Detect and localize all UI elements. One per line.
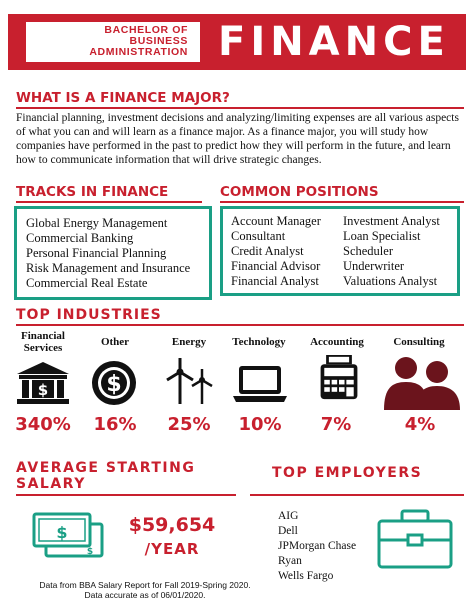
industry-label-consulting: Consulting xyxy=(393,336,445,348)
people-icon xyxy=(384,354,460,410)
briefcase-icon xyxy=(376,508,454,570)
svg-text:$: $ xyxy=(106,372,122,397)
position-item: Financial Advisor xyxy=(231,259,321,273)
industry-label-technology: Technology xyxy=(232,336,286,348)
tracks-underline xyxy=(16,201,202,203)
position-item: Scheduler xyxy=(343,244,393,258)
bank-icon xyxy=(15,360,71,406)
industry-label-energy: Energy xyxy=(171,336,207,348)
footer-line: Data accurate as of 06/01/2020. xyxy=(84,590,206,600)
position-item: Credit Analyst xyxy=(231,244,304,258)
employer-item: AIG xyxy=(278,510,299,522)
industry-label-accounting: Accounting xyxy=(310,336,364,348)
intro-heading: WHAT IS A FINANCE MAJOR? xyxy=(16,90,230,106)
header-subtitle-line: ADMINISTRATION xyxy=(89,46,188,58)
employer-item: Ryan xyxy=(278,555,302,567)
employers-heading: TOP EMPLOYERS xyxy=(272,465,423,481)
header-subtitle xyxy=(32,25,188,58)
industry-value: 10% xyxy=(238,414,282,435)
salary-heading-line: SALARY xyxy=(16,476,86,492)
wind-turbine-icon xyxy=(160,358,216,404)
industry-label-line: Financial xyxy=(20,330,65,342)
industry-label-other: Other xyxy=(100,336,130,348)
salary-amount: $59,654 xyxy=(128,514,216,536)
positions-underline xyxy=(220,201,464,203)
position-item: Loan Specialist xyxy=(343,229,421,243)
industries-heading: TOP INDUSTRIES xyxy=(16,307,162,323)
employer-item: JPMorgan Chase xyxy=(278,540,357,552)
track-item: Global Energy Management xyxy=(26,216,168,230)
salary-period: /YEAR xyxy=(144,540,200,558)
position-item: Valuations Analyst xyxy=(343,274,438,288)
track-item: Personal Financial Planning xyxy=(26,246,167,260)
money-bills-icon xyxy=(32,510,104,560)
header-subtitle-line: BUSINESS xyxy=(129,35,188,47)
employers-underline xyxy=(250,494,464,496)
employer-item: Dell xyxy=(278,525,298,537)
svg-text:$: $ xyxy=(86,547,94,557)
position-item: Financial Analyst xyxy=(231,274,319,288)
track-item: Risk Management and Insurance xyxy=(26,261,191,275)
industry-value: 7% xyxy=(320,414,352,435)
industry-value: 25% xyxy=(167,414,211,435)
industry-value: 340% xyxy=(15,414,71,435)
salary-underline xyxy=(16,494,236,496)
position-item: Underwriter xyxy=(343,259,405,273)
position-item: Account Manager xyxy=(231,214,321,228)
employer-item: Wells Fargo xyxy=(278,570,334,582)
industries-underline xyxy=(16,324,464,326)
footer-line: Data from BBA Salary Report for Fall 2019-Spring 2020. xyxy=(39,580,251,590)
salary-heading xyxy=(16,460,195,492)
position-item: Investment Analyst xyxy=(343,214,440,228)
industry-value: 16% xyxy=(93,414,137,435)
footer-note xyxy=(10,580,280,600)
salary-heading-line: AVERAGE STARTING xyxy=(16,460,196,476)
positions-heading: COMMON POSITIONS xyxy=(220,184,379,200)
position-item: Consultant xyxy=(231,229,286,243)
industry-label-financial-services xyxy=(10,330,76,354)
page-title: FINANCE xyxy=(218,19,450,65)
laptop-icon xyxy=(232,360,288,406)
industry-label-line: Services xyxy=(23,342,63,354)
track-item: Commercial Real Estate xyxy=(26,276,148,290)
header-subtitle-box xyxy=(26,22,200,62)
intro-underline xyxy=(16,107,464,109)
svg-text:$: $ xyxy=(37,381,49,399)
calculator-icon xyxy=(311,355,367,401)
intro-text: Financial planning, investment decisions and analyzing/limiting expenses are all various aspects of what you can and will learn as a finance major. As a finance major, you will study how companies have performed in the past to predict how they will perform in the future, and learn how to communicate information that will drive strategic changes. xyxy=(16,112,459,166)
header-banner xyxy=(8,14,466,70)
header-subtitle-line: BACHELOR OF xyxy=(104,24,188,36)
tracks-heading: TRACKS IN FINANCE xyxy=(16,184,169,200)
track-item: Commercial Banking xyxy=(26,231,134,245)
svg-text:$: $ xyxy=(56,523,68,542)
dollar-coin-icon xyxy=(86,360,142,406)
industry-value: 4% xyxy=(404,414,436,435)
